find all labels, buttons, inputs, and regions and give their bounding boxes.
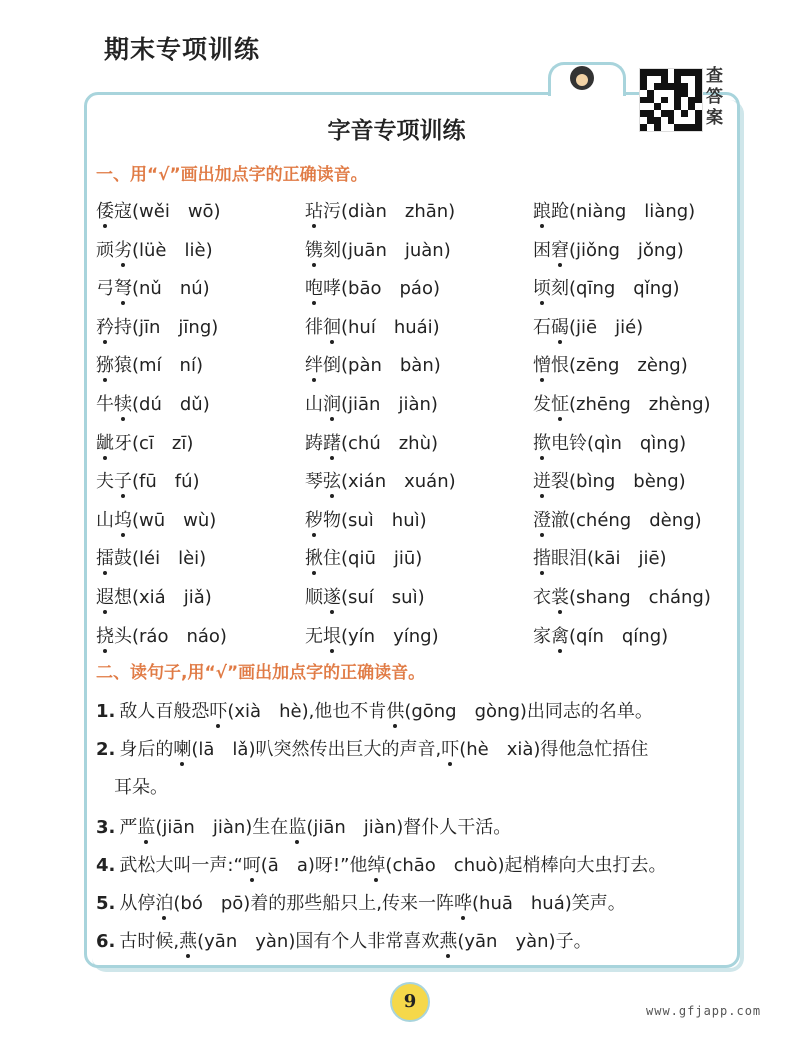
dotted-char: 犊 <box>114 394 132 415</box>
sentence-text: 从停 <box>119 893 156 914</box>
dotted-char: 弩 <box>114 278 132 300</box>
word-text: 电铃(qìn qìng) <box>551 432 687 454</box>
word-item <box>533 622 668 648</box>
sentence <box>114 773 168 799</box>
word-item <box>533 236 684 262</box>
sentence-text: 武松大叫一声:“ <box>119 855 243 876</box>
dotted-char: 遂 <box>323 587 341 608</box>
word-item <box>96 467 200 493</box>
word-text: 牛 <box>96 394 114 415</box>
word-text: 夫 <box>96 471 114 493</box>
sentence <box>96 889 626 915</box>
dotted-char: 弦 <box>323 471 341 493</box>
word-text: 想(xiá jiǎ) <box>114 587 212 608</box>
dotted-char: 徊 <box>323 316 341 338</box>
sentence-text: (jiān jiàn)生在 <box>155 817 289 838</box>
word-item <box>533 429 686 455</box>
watermark: www.gfjapp.com <box>646 1004 762 1018</box>
sentence-text: (lā lǎ)叭突然传出巨大的声音, <box>191 739 442 760</box>
word-text: 澈(chéng dèng) <box>551 509 702 531</box>
dotted-char: 泊 <box>155 893 174 914</box>
word-item <box>96 274 210 300</box>
sentence-text: (bó pō)着的那些船只上,传来一阵 <box>173 893 455 914</box>
sentence <box>96 927 592 953</box>
word-text: 山 <box>305 394 323 415</box>
dotted-char: 裳 <box>551 587 569 608</box>
dotted-char: 呵 <box>242 855 261 876</box>
word-item <box>305 622 439 648</box>
word-text: 顽 <box>96 239 114 261</box>
word-text: 眼泪(kāi jiē) <box>551 548 667 570</box>
dotted-char: 矜 <box>96 316 114 338</box>
dotted-char: 劣 <box>114 239 132 261</box>
word-item <box>533 583 711 609</box>
dotted-char: 哗 <box>454 893 473 914</box>
sentence-text: (xià hè),他也不肯 <box>227 701 387 722</box>
dotted-char: 顷 <box>533 278 551 300</box>
word-text: 倒(pàn bàn) <box>323 355 441 377</box>
word-item <box>305 467 456 493</box>
word-item <box>533 390 711 416</box>
dotted-char: 绊 <box>305 355 323 377</box>
word-text: (zhēng zhèng) <box>569 394 711 415</box>
sentence-number: 3. <box>96 817 116 838</box>
dotted-char: 迸 <box>533 471 551 493</box>
qr-label: 查答案 <box>706 66 723 128</box>
dotted-char: 倭 <box>96 201 114 222</box>
section-title: 字音专项训练 <box>327 118 466 144</box>
word-text: 山 <box>96 509 114 531</box>
part1-heading: 一、用“√”画出加点字的正确读音。 <box>96 165 368 185</box>
dotted-char: 碣 <box>551 316 569 338</box>
word-item <box>533 313 643 339</box>
word-item <box>305 313 440 339</box>
word-text: 跄(niàng liàng) <box>551 201 696 222</box>
sentence-text: (huā huá)笑声。 <box>472 893 626 914</box>
sentence-number: 4. <box>96 855 116 876</box>
word-item <box>305 274 440 300</box>
dotted-char: 镌 <box>305 239 323 261</box>
sentence-text: (gōng gòng)出同志的名单。 <box>404 701 653 722</box>
word-text: 物(suì huì) <box>323 509 427 531</box>
dotted-char: 子 <box>114 471 132 493</box>
word-item <box>305 583 425 609</box>
dotted-char: 坞 <box>114 509 132 531</box>
dotted-char: 怔 <box>551 394 569 415</box>
sentence-text: (hè xià)得他急忙捂住 <box>459 739 649 760</box>
dotted-char: 燕 <box>439 931 458 952</box>
sentence <box>96 813 511 839</box>
sentence-text: 敌人百般恐 <box>119 701 210 722</box>
dotted-char: 供 <box>386 701 405 722</box>
word-text: (jiē jié) <box>569 316 644 338</box>
word-text: 持(jīn jīng) <box>114 316 219 338</box>
sentence-text: (chāo chuò)起梢棒向大虫打去。 <box>385 855 667 876</box>
word-text: 发 <box>533 394 551 415</box>
word-text: (yín yíng) <box>341 625 439 647</box>
word-text: 徘 <box>305 316 323 338</box>
word-item <box>96 236 213 262</box>
dotted-char: 吓 <box>441 739 460 760</box>
word-text: (wū wù) <box>132 509 217 531</box>
word-text: 困 <box>533 239 551 261</box>
word-text: 无 <box>305 625 323 647</box>
word-item <box>305 544 422 570</box>
word-item <box>533 506 702 532</box>
sentence-text: 严 <box>119 817 138 838</box>
dotted-char: 憎 <box>533 355 551 377</box>
dotted-char: 咆 <box>305 278 323 300</box>
word-text: (lüè liè) <box>132 239 213 261</box>
word-text: (chú zhù) <box>341 432 439 454</box>
dotted-char: 踉 <box>533 201 551 222</box>
word-text: (jiān jiàn) <box>341 394 438 415</box>
word-item <box>305 506 427 532</box>
dotted-char: 监 <box>288 817 307 838</box>
word-text: (qín qíng) <box>569 625 669 647</box>
word-text: (nǔ nú) <box>132 278 210 300</box>
word-text: (dú dǔ) <box>132 394 210 415</box>
word-text: (xián xuán) <box>341 471 456 493</box>
word-item <box>96 351 203 377</box>
word-item <box>305 351 441 377</box>
dotted-char: 揩 <box>533 548 551 570</box>
dotted-char: 窘 <box>551 239 569 261</box>
word-text: (huí huái) <box>341 316 440 338</box>
sentence-text: (jiān jiàn)督仆人干活。 <box>306 817 512 838</box>
sentence-text: (yān yàn)子。 <box>457 931 592 952</box>
sentence-number: 5. <box>96 893 116 914</box>
word-text: 弓 <box>96 278 114 300</box>
word-text: (fū fú) <box>132 471 200 493</box>
dotted-char: 燕 <box>179 931 198 952</box>
word-text: (shang cháng) <box>569 587 711 608</box>
word-item <box>533 467 686 493</box>
dotted-char: 禽 <box>551 625 569 647</box>
word-text: 牙(cī zī) <box>114 432 194 454</box>
word-item <box>305 390 438 416</box>
word-text: 刻(qīng qǐng) <box>551 278 680 300</box>
dotted-char: 绰 <box>367 855 386 876</box>
page-header-title: 期末专项训练 <box>104 35 261 64</box>
dotted-char: 擂 <box>96 548 114 570</box>
word-item <box>96 622 227 648</box>
word-item <box>533 544 667 570</box>
word-text: 裂(bìng bèng) <box>551 471 686 493</box>
word-text: 衣 <box>533 587 551 608</box>
word-item <box>305 197 455 223</box>
sentence <box>96 735 648 761</box>
part2-heading: 二、读句子,用“√”画出加点字的正确读音。 <box>96 663 426 683</box>
page-number: 9 <box>390 982 430 1022</box>
sentence-text: 身后的 <box>119 739 174 760</box>
sentence-text: (yān yàn)国有个人非常喜欢 <box>197 931 440 952</box>
word-text: 头(ráo náo) <box>114 625 227 647</box>
dotted-char: 猕 <box>96 355 114 377</box>
word-item <box>533 274 680 300</box>
sentence-number: 2. <box>96 739 116 760</box>
word-text: 寇(wěi wō) <box>114 201 221 222</box>
dotted-char: 遐 <box>96 587 114 608</box>
sentence-text: (ā a)呀!”他 <box>260 855 368 876</box>
dotted-char: 挠 <box>96 625 114 647</box>
dotted-char: 澄 <box>533 509 551 531</box>
word-item <box>96 197 221 223</box>
word-text: 踌 <box>305 432 323 454</box>
word-item <box>96 544 206 570</box>
sentence-text: 耳朵。 <box>114 777 168 798</box>
word-text: (suí suì) <box>341 587 425 608</box>
word-item <box>96 390 210 416</box>
sentence-text: 古时候, <box>119 931 180 952</box>
word-item <box>96 506 216 532</box>
dotted-char: 垠 <box>323 625 341 647</box>
word-item <box>305 236 451 262</box>
dotted-char: 揪 <box>305 548 323 570</box>
word-text: 哮(bāo páo) <box>323 278 440 300</box>
word-text: 顺 <box>305 587 323 608</box>
word-text: 恨(zēng zèng) <box>551 355 688 377</box>
sentence-number: 6. <box>96 931 116 952</box>
word-item <box>533 197 695 223</box>
word-item <box>533 351 688 377</box>
word-item <box>96 313 218 339</box>
word-item <box>96 429 193 455</box>
dotted-char: 玷 <box>305 201 323 222</box>
dotted-char: 躇 <box>323 432 341 454</box>
word-text: 猿(mí ní) <box>114 355 203 377</box>
word-item <box>305 429 438 455</box>
dotted-char: 龇 <box>96 432 114 454</box>
word-text: 刻(juān juàn) <box>323 239 451 261</box>
dotted-char: 吓 <box>209 701 228 722</box>
word-item <box>96 583 212 609</box>
sentence <box>96 697 653 723</box>
word-text: 鼓(léi lèi) <box>114 548 207 570</box>
word-text: 住(qiū jiū) <box>323 548 423 570</box>
sentence-number: 1. <box>96 701 116 722</box>
word-text: 污(diàn zhān) <box>323 201 456 222</box>
mascot-icon <box>570 66 594 90</box>
dotted-char: 监 <box>137 817 156 838</box>
word-text: 琴 <box>305 471 323 493</box>
word-text: (jiǒng jǒng) <box>569 239 684 261</box>
dotted-char: 喇 <box>173 739 192 760</box>
dotted-char: 揿 <box>533 432 551 454</box>
word-text: 石 <box>533 316 551 338</box>
sentence <box>96 851 667 877</box>
dotted-char: 秽 <box>305 509 323 531</box>
word-text: 家 <box>533 625 551 647</box>
dotted-char: 涧 <box>323 394 341 415</box>
